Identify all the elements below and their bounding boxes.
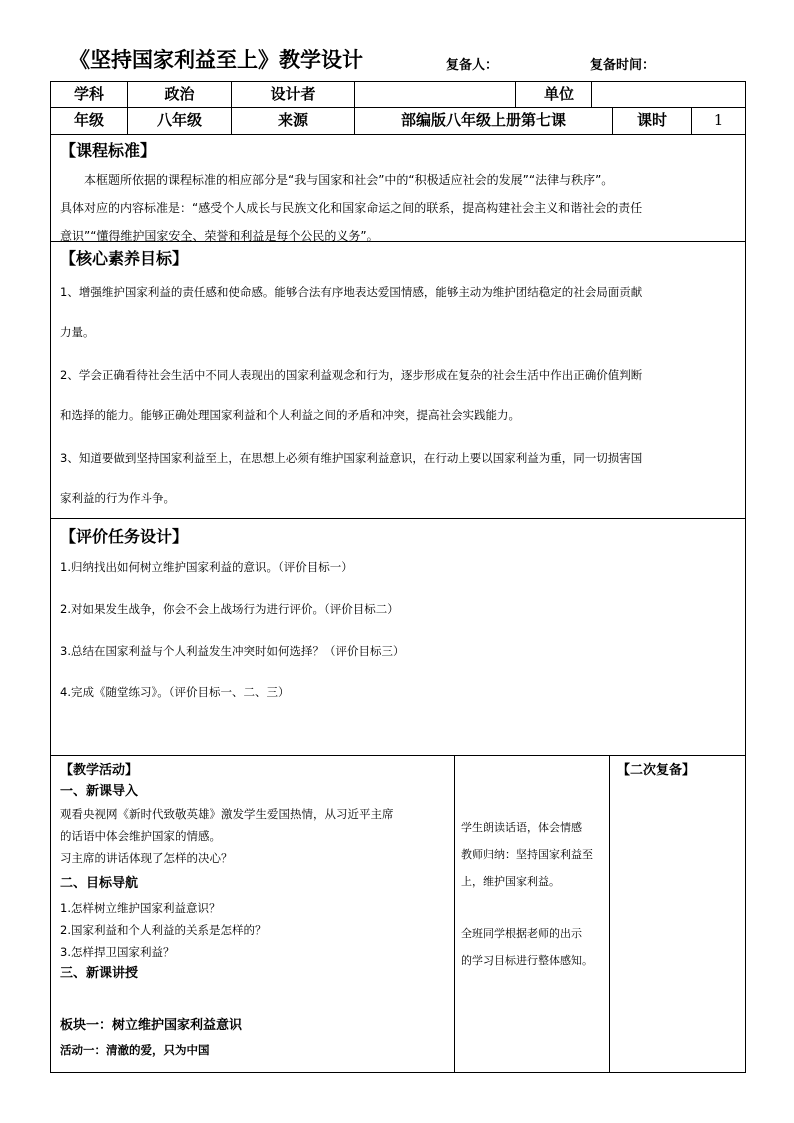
literacy-item-cont: 力量。 (60, 325, 95, 339)
evaluation-item: 3.总结在国家利益与个人利益发生冲突时如何选择？（评价目标三） (60, 644, 405, 658)
subject-value: 政治 (164, 85, 195, 103)
activities-table (50, 755, 746, 1073)
time-label: 复备时间： (590, 58, 656, 73)
literacy-item-cont: 和选择的能力。能够正确处理国家利益和个人利益之间的矛盾和冲突，提高社会实践能力。 (60, 408, 520, 422)
intro-line: 习主席的讲话体现了怎样的决心？ (60, 851, 233, 865)
preparer-label: 复备人： (446, 58, 499, 73)
evaluation-item: 2.对如果发生战争，你会不会上战场行为进行评价。（评价目标二） (60, 602, 399, 616)
grade-value: 八年级 (156, 111, 202, 129)
intro-line: 的话语中体会维护国家的情感。 (60, 829, 221, 843)
section-lecture: 三、新课讲授 (60, 966, 139, 981)
literacy-item: 1、增强维护国家利益的责任感和使命感。能够合法有序地表达爱国情感，能够主动为维护团结稳定的社会局面贡献 (60, 285, 643, 299)
evaluation-item: 4.完成《随堂练习》。（评价目标一、二、三） (60, 685, 290, 699)
source-value: 部编版八年级上册第七课 (400, 111, 566, 129)
section-goals: 二、目标导航 (60, 876, 139, 891)
activities-heading: 【教学活动】 (60, 763, 139, 778)
source-label: 来源 (277, 111, 308, 129)
designer-label: 设计者 (270, 85, 316, 103)
student-activity-column (461, 814, 607, 974)
student-line: 全班同学根据老师的出示 (461, 927, 582, 940)
goal-item: 2.国家利益和个人利益的关系是怎样的？ (60, 923, 267, 937)
curriculum-heading: 【课程标准】 (60, 141, 157, 160)
curriculum-line: 本框题所依据的课程标准的相应部分是“我与国家和社会”中的“积极适应社会的发展”“法律与秩序”。 (84, 173, 614, 187)
info-table (50, 81, 746, 135)
curriculum-line: 具体对应的内容标准是：“感受个人成长与民族文化和国家命运之间的联系，提高构建社会主义和谐社会的责任 (60, 201, 643, 215)
second-review-heading: 【二次复备】 (617, 763, 696, 778)
literacy-item-cont: 家利益的行为作斗争。 (60, 491, 175, 505)
literacy-heading: 【核心素养目标】 (60, 249, 189, 268)
subject-label: 学科 (73, 85, 104, 103)
curriculum-line: 意识”“懂得维护国家安全、荣誉和利益是每个公民的义务”。 (60, 229, 379, 243)
intro-line: 观看央视网《新时代致敬英雄》激发学生爱国热情，从习近平主席 (60, 807, 394, 821)
periods-label: 课时 (636, 111, 667, 129)
curriculum-section (50, 134, 746, 242)
literacy-item: 2、学会正确看待社会生活中不同人表现出的国家利益观念和行为，逐步形成在复杂的社会生活中作出正确价值判断 (60, 368, 643, 382)
evaluation-section (50, 518, 746, 756)
student-line: 的学习目标进行整体感知。 (461, 954, 593, 967)
goal-item: 3.怎样捍卫国家利益？ (60, 945, 175, 959)
evaluation-item: 1.归纳找出如何树立维护国家利益的意识。（评价目标一） (60, 560, 353, 574)
block-one-title: 板块一：树立维护国家利益意识 (60, 1018, 243, 1033)
student-line: 学生朗读话语，体会情感 (461, 821, 582, 834)
evaluation-heading: 【评价任务设计】 (60, 527, 189, 546)
periods-value: 1 (713, 111, 724, 129)
activity-one-title: 活动一：清澈的爱，只为中国 (60, 1043, 210, 1057)
student-line: 上，维护国家利益。 (461, 875, 560, 888)
student-line: 教师归纳：坚持国家利益至 (461, 848, 593, 861)
unit-label: 单位 (544, 85, 575, 103)
document-title: 《坚持国家利益至上》教学设计 (69, 47, 363, 72)
goal-item: 1.怎样树立维护国家利益意识？ (60, 901, 221, 915)
grade-label: 年级 (73, 111, 104, 129)
teaching-activities-column (60, 761, 450, 1061)
literacy-section (50, 241, 746, 519)
literacy-item: 3、知道要做到坚持国家利益至上，在思想上必须有维护国家利益意识，在行动上要以国家利益为重，同一切损害国 (60, 451, 643, 465)
section-intro: 一、新课导入 (60, 784, 139, 799)
